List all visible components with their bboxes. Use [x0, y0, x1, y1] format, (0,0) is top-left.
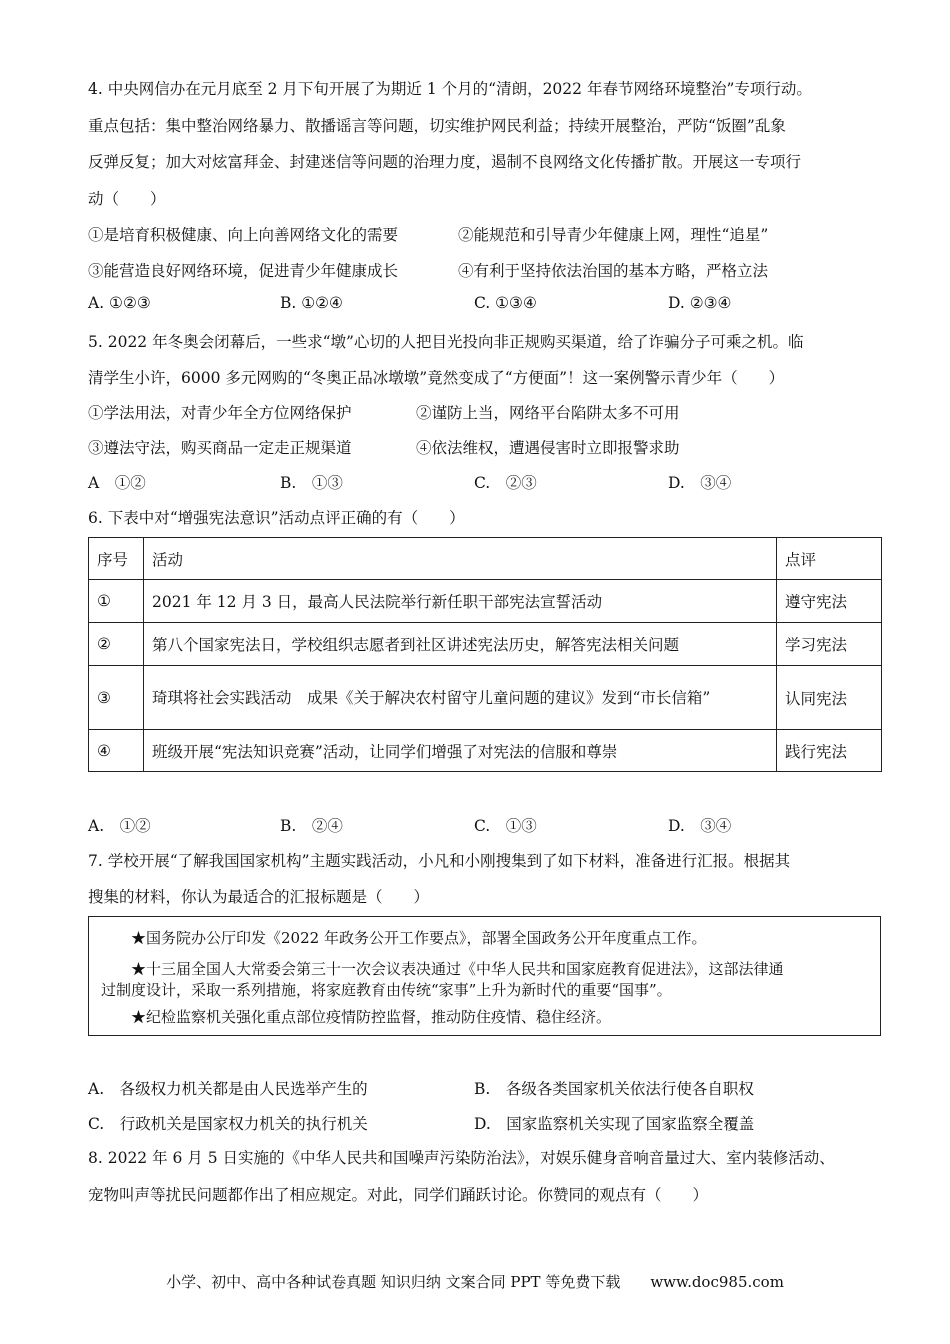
material-item-1: ★国务院办公厅印发《2022 年政务公开工作要点》，部署全国政务公开年度重点工作。 [131, 929, 707, 947]
table-header-row [89, 538, 882, 580]
material-item-2: ★十三届全国人大常委会第三十一次会议表决通过《中华人民共和国家庭教育促进法》，这部法律通 [131, 960, 784, 978]
q4-stem-line-3: 反弹反复；加大对炫富拜金、封建迷信等问题的治理力度，遏制不良网络文化传播扩散。开展这一专项行 [88, 153, 802, 171]
q5-item-1: ①学法用法，对青少年全方位网络保护 [88, 404, 352, 422]
row-number: ④ [89, 730, 144, 772]
row-comment: 遵守宪法 [777, 580, 882, 623]
q4-choice-b: B. ①②④ [280, 294, 343, 312]
q7-choice-d: D. 国家监察机关实现了国家监察全覆盖 [474, 1115, 755, 1133]
row-number: ② [89, 623, 144, 666]
header-activity: 活动 [144, 538, 777, 580]
q6-choice-a: A. ①② [88, 817, 151, 835]
q7-choice-a: A. 各级权力机关都是由人民选举产生的 [88, 1080, 368, 1098]
row-comment: 践行宪法 [777, 730, 882, 772]
table-row [89, 580, 882, 623]
q7-choice-c: C. 行政机关是国家权力机关的执行机关 [88, 1115, 368, 1133]
q4-choice-d: D. ②③④ [668, 294, 732, 312]
q4-stem-line-1: 4. 中央网信办在元月底至 2 月下旬开展了为期近 1 个月的“清朗，2022 年春节网络环境整治”专项行动。 [88, 80, 812, 98]
material-item-2-cont: 过制度设计，采取一系列措施，将家庭教育由传统“家事”上升为新时代的重要“国事”。 [101, 981, 672, 999]
q5-item-3: ③遵法守法，购买商品一定走正规渠道 [88, 439, 352, 457]
q5-stem-line-1: 5. 2022 年冬奥会闭幕后，一些求“墩”心切的人把目光投向非正规购买渠道，给了诈骗分子可乘之机。临 [88, 333, 804, 351]
q4-stem-line-2: 重点包括：集中整治网络暴力、散播谣言等问题，切实维护网民利益；持续开展整治，严防“饭圈”乱象 [88, 117, 786, 135]
activity-table [88, 537, 882, 772]
row-activity: 琦琪将社会实践活动 成果《关于解决农村留守儿童问题的建议》发到“市长信箱” [144, 666, 777, 730]
q5-choice-b: B. ①③ [280, 474, 343, 492]
q5-choice-c: C. ②③ [474, 474, 537, 492]
q4-item-4: ④有利于坚持依法治国的基本方略，严格立法 [458, 262, 769, 280]
q6-choice-d: D. ③④ [668, 817, 732, 835]
q5-stem-line-2: 清学生小许，6000 多元网购的“冬奥正品冰墩墩”竟然变成了“方便面”！这一案例警示青少年（ ） [88, 369, 785, 387]
page-footer: 小学、初中、高中各种试卷真题 知识归纳 文案合同 PPT 等免费下载 www.doc985.com [166, 1273, 784, 1291]
header-number: 序号 [89, 538, 144, 580]
q5-choice-a: A ①② [88, 474, 146, 492]
table-row [89, 730, 882, 772]
material-item-3: ★纪检监察机关强化重点部位疫情防控监督，推动防住疫情、稳住经济。 [131, 1008, 612, 1026]
header-comment: 点评 [777, 538, 882, 580]
q5-choice-d: D. ③④ [668, 474, 732, 492]
q7-choice-b: B. 各级各类国家机关依法行使各自职权 [474, 1080, 754, 1098]
q6-choice-c: C. ①③ [474, 817, 537, 835]
row-comment: 学习宪法 [777, 623, 882, 666]
row-activity: 2021 年 12 月 3 日，最高人民法院举行新任职干部宪法宣誓活动 [144, 580, 777, 623]
q7-material-box [88, 916, 881, 1036]
q6-choice-b: B. ②④ [280, 817, 343, 835]
row-comment: 认同宪法 [777, 666, 882, 730]
q7-stem-line-1: 7. 学校开展“了解我国国家机构”主题实践活动，小凡和小刚搜集到了如下材料，准备进行汇报。根据其 [88, 852, 791, 870]
q4-stem-line-4: 动（ ） [88, 190, 166, 208]
q7-stem-line-2: 搜集的材料，你认为最适合的汇报标题是（ ） [88, 888, 430, 906]
q8-stem-line-2: 宠物叫声等扰民问题都作出了相应规定。对此，同学们踊跃讨论。你赞同的观点有（ ） [88, 1186, 709, 1204]
q4-item-3: ③能营造良好网络环境，促进青少年健康成长 [88, 262, 399, 280]
q4-item-1: ①是培育积极健康、向上向善网络文化的需要 [88, 226, 399, 244]
table-row [89, 623, 882, 666]
q5-item-2: ②谨防上当，网络平台陷阱太多不可用 [416, 404, 680, 422]
q5-item-4: ④依法维权，遭遇侵害时立即报警求助 [416, 439, 680, 457]
q8-stem-line-1: 8. 2022 年 6 月 5 日实施的《中华人民共和国噪声污染防治法》，对娱乐健身音响音量过大、室内装修活动、 [88, 1149, 835, 1167]
row-activity: 班级开展“宪法知识竞赛”活动，让同学们增强了对宪法的信服和尊崇 [144, 730, 777, 772]
q4-choice-c: C. ①③④ [474, 294, 537, 312]
row-number: ① [89, 580, 144, 623]
q4-item-2: ②能规范和引导青少年健康上网，理性“追星” [458, 226, 769, 244]
row-activity: 第八个国家宪法日，学校组织志愿者到社区讲述宪法历史，解答宪法相关问题 [144, 623, 777, 666]
q4-choice-a: A. ①②③ [88, 294, 151, 312]
row-number: ③ [89, 666, 144, 730]
q6-stem: 6. 下表中对“增强宪法意识”活动点评正确的有（ ） [88, 509, 465, 527]
table-row [89, 666, 882, 730]
